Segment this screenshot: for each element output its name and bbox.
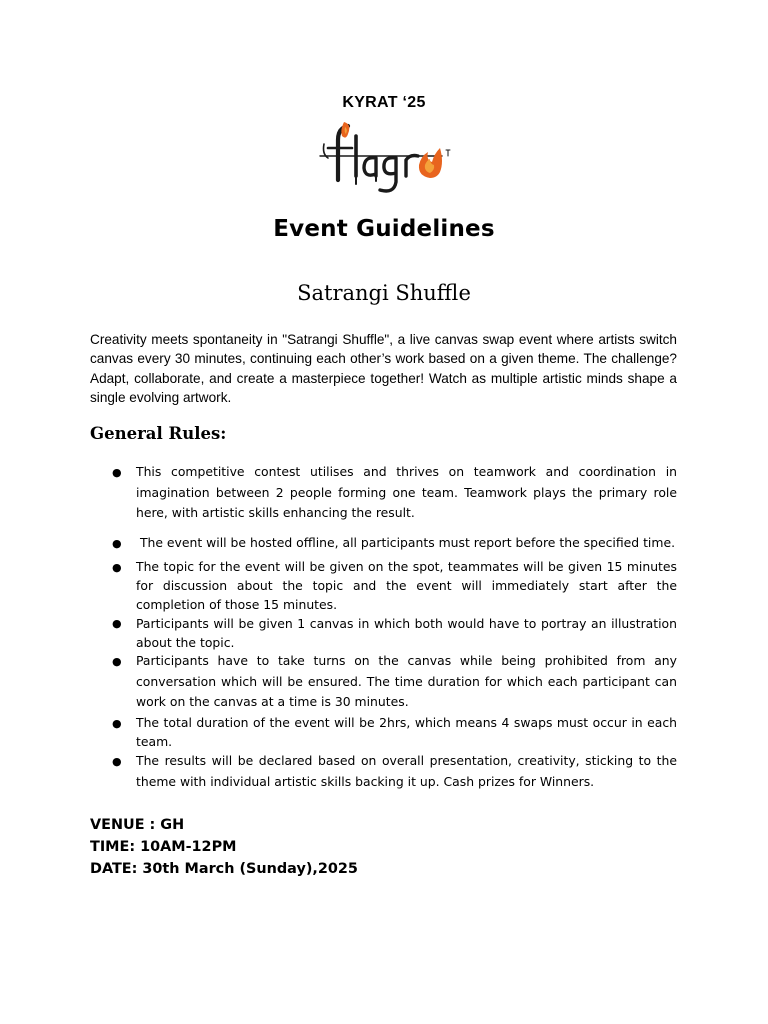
rule-text: The event will be hosted offline, all participants must report before the specified time. [136, 535, 676, 550]
date-line: DATE: 30th March (Sunday),2025 [90, 861, 358, 877]
page-title: Event Guidelines [273, 216, 495, 242]
rule-text: The topic for the event will be given on the spot, teammates will be given 15 minutes for discussion about the topic and the event will immediately start after the completion of those 15 minutes. [136, 559, 677, 612]
event-name: Satrangi Shuffle [297, 281, 471, 305]
time-line: TIME: 10AM-12PM [90, 839, 237, 855]
event-series-title: KYRAT ‘25 [342, 94, 426, 111]
bullet-icon: ● [112, 537, 122, 550]
bullet-icon: ● [112, 466, 122, 479]
flagro-logo [318, 118, 454, 194]
bullet-icon: ● [112, 561, 122, 574]
rule-text: The total duration of the event will be 2hrs, which means 4 swaps must occur in each team. [136, 715, 677, 749]
rules-heading: General Rules: [90, 424, 227, 443]
bullet-icon: ● [112, 617, 122, 630]
event-description: Creativity meets spontaneity in "Satrangi Shuffle", a live canvas swap event where artists switch canvas every 30 minutes, continuing each other’s work based on a given theme. The challenge? Adapt, collaborate, and create a masterpiece together! Watch as multiple artistic minds shape a single evolving artwork. [90, 332, 677, 405]
bullet-icon: ● [112, 717, 122, 730]
rule-text: The results will be declared based on overall presentation, creativity, sticking to the theme with individual artistic skills backing it up. Cash prizes for Winners. [136, 753, 677, 789]
rule-text: This competitive contest utilises and thrives on teamwork and coordination in imagination between 2 people forming one team. Teamwork plays the primary role here, with artistic skills enhancing the result. [136, 464, 677, 520]
rule-text: Participants will be given 1 canvas in which both would have to portray an illustration about the topic. [136, 616, 677, 650]
bullet-icon: ● [112, 655, 122, 668]
venue-line: VENUE : GH [90, 817, 185, 833]
rule-text: Participants have to take turns on the canvas while being prohibited from any conversation which will be ensured. The time duration for which each participant can work on the canvas at a time is 30 minutes. [136, 653, 677, 709]
bullet-icon: ● [112, 755, 122, 768]
